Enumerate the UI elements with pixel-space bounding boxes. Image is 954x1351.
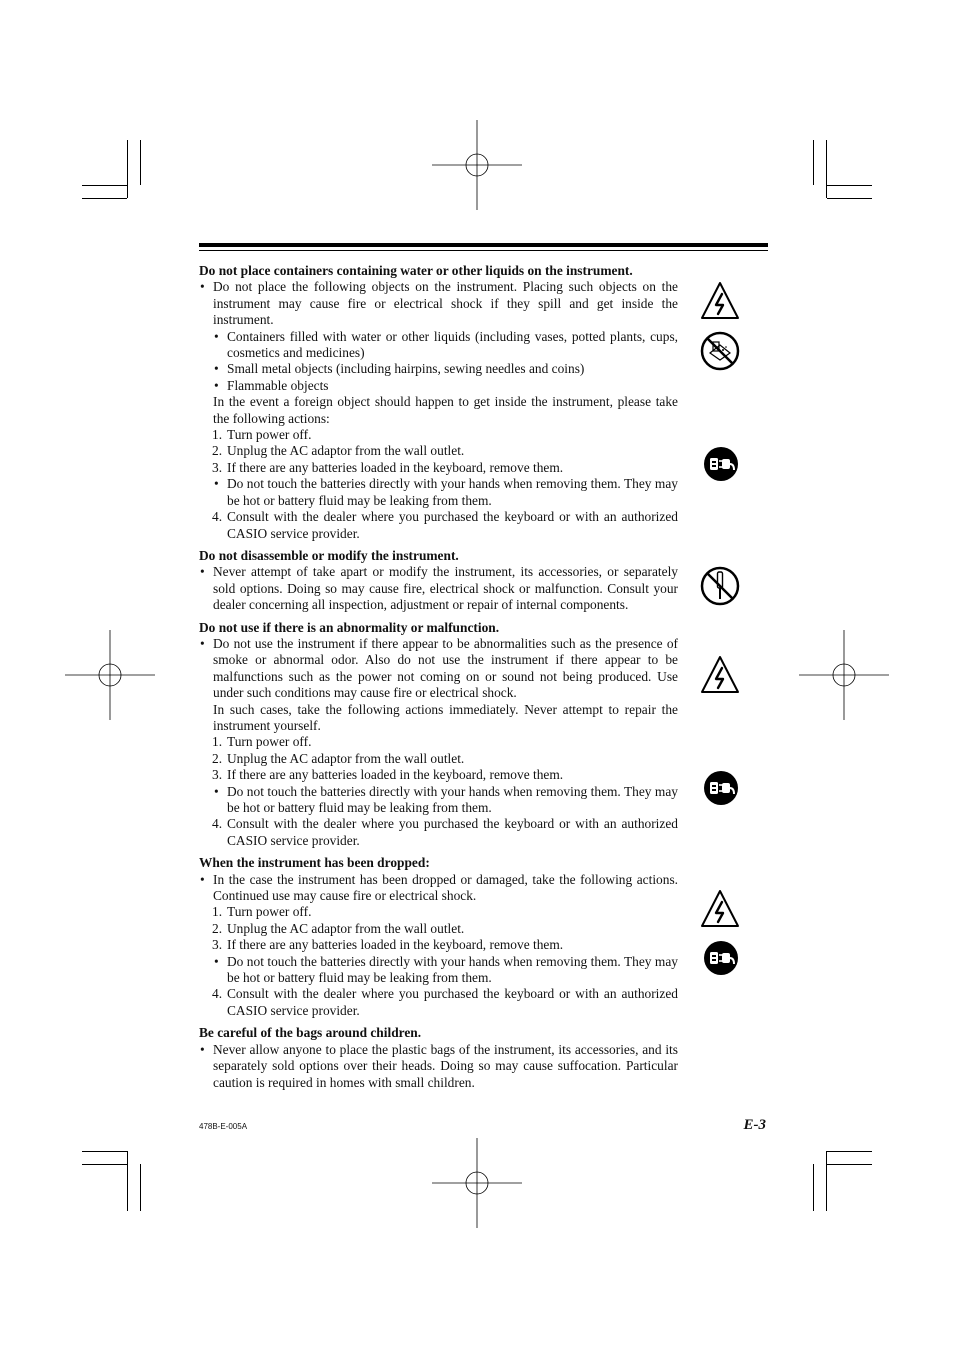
registration-crosshair [799,630,889,720]
section-heading: When the instrument has been dropped: [199,855,430,871]
step-item [199,509,678,542]
step-text: Unplug the AC adaptor from the wall outlet. [227,920,465,936]
step-item [199,734,678,750]
section-heading: Do not place containers containing water or other liquids on the instrument. [199,263,633,278]
page-number: E-3 [743,1117,766,1133]
step-text: If there are any batteries loaded in the keyboard, remove them. [227,767,564,783]
step-text: If there are any batteries loaded in the keyboard, remove them. [227,459,564,475]
crop-mark [813,1164,814,1211]
step-text: Unplug the AC adaptor from the wall outlet. [227,443,465,459]
registration-crosshair [432,1138,522,1228]
crop-mark [827,1164,872,1165]
crop-mark [827,198,872,199]
crop-mark [82,198,127,199]
sub-bullet-item: • Flammable objects [199,378,678,394]
sub-bullet-item: • Do not touch the batteries directly with your hands when removing them. They may be hot or battery fluid may be leaking from them. [199,954,678,987]
sub-bullet-item: • Do not touch the batteries directly with your hands when removing them. They may be hot or battery fluid may be leaking from them. [199,784,678,817]
section-heading: Be careful of the bags around children. [199,1025,422,1041]
step-text: If there are any batteries loaded in the keyboard, remove them. [227,937,564,953]
crop-mark [127,140,128,198]
crop-mark [82,1151,127,1152]
registration-crosshair [65,630,155,720]
step-item [199,904,678,920]
unplug-icon [701,938,741,978]
step-text: Unplug the AC adaptor from the wall outlet. [227,750,465,766]
sub-bullet-item: • Containers filled with water or other liquids (including vases, potted plants, cups, cosmetics and medicines) [199,329,678,362]
step-item [199,751,678,767]
step-number: 1. [212,904,223,920]
step-text: Turn power off. [227,904,312,920]
bullet-item: • Never attempt of take apart or modify the instrument, its accessories, or separately sold options. Doing so may cause fire, electrical shock or malfunction. Consult your dealer concerning all inspection, adjustment or repair of internal components. [199,564,678,613]
step-number: 3. [212,937,223,953]
step-text: Consult with the dealer where you purchased the keyboard or with an authorized CASIO service provider. [227,816,678,848]
registration-crosshair [432,120,522,210]
paragraph: In the event a foreign object should happen to get inside the instrument, please take the following actions: [213,394,678,426]
step-item [199,816,678,849]
safety-precautions [199,263,678,1097]
header-rule-thick [199,243,768,247]
paragraph: In such cases, take the following actions immediately. Never attempt to repair the instrument yourself. [213,701,678,733]
crop-mark [140,140,141,185]
step-item [199,460,678,476]
step-number: 3. [212,459,223,475]
step-text: Turn power off. [227,427,312,443]
step-number: 1. [212,427,223,443]
step-number: 2. [212,920,223,936]
step-number: 3. [212,767,223,783]
crop-mark [140,1164,141,1211]
electric-shock-warning-icon [700,889,740,929]
electric-shock-warning-icon [700,281,740,321]
step-item [199,937,678,953]
crop-mark [82,185,127,186]
document-code: 478B-E-005A [199,1122,248,1131]
crop-mark [813,140,814,185]
unplug-icon [701,768,741,808]
bullet-item: • Never allow anyone to place the plastic bags of the instrument, its accessories, and its separately sold options over their heads. Doing so may cause suffocation. Particular caution is required in homes with small children. [199,1042,678,1091]
sub-bullet-item: • Small metal objects (including hairpins, sewing needles and coins) [199,361,678,377]
section-abnormality [199,620,678,850]
electric-shock-warning-icon [700,655,740,695]
unplug-icon [701,444,741,484]
step-text: Consult with the dealer where you purchased the keyboard or with an authorized CASIO service provider. [227,509,678,541]
step-item [199,767,678,783]
section-no-liquids [199,263,678,542]
step-number: 4. [212,509,223,525]
no-disassembly-icon [700,566,740,606]
crop-mark [827,185,872,186]
section-heading: Do not disassemble or modify the instrument. [199,547,459,563]
crop-mark [826,1151,827,1211]
step-number: 4. [212,816,223,832]
section-dropped [199,855,678,1019]
step-item [199,986,678,1019]
step-number: 4. [212,986,223,1002]
crop-mark [827,1151,872,1152]
step-text: Consult with the dealer where you purchased the keyboard or with an authorized CASIO service provider. [227,986,678,1018]
step-number: 2. [212,443,223,459]
section-heading: Do not use if there is an abnormality or malfunction. [199,619,500,635]
bullet-item: • Do not use the instrument if there appear to be abnormalities such as the presence of smoke or abnormal odor. Also do not use the instrument if there appear to be malfunctions such as the power not coming on or sound not being produced. Use under such conditions may cause fire or electrical shock. [199,636,678,702]
crop-mark [127,1151,128,1211]
step-number: 1. [212,734,223,750]
step-item [199,427,678,443]
bullet-item: • Do not place the following objects on the instrument. Placing such objects on the instrument may cause fire or electrical shock if they spill and get inside the instrument. [199,279,678,328]
step-number: 2. [212,750,223,766]
section-plastic-bags [199,1025,678,1091]
step-item [199,443,678,459]
no-liquids-icon [700,331,740,371]
crop-mark [82,1164,127,1165]
crop-mark [826,140,827,198]
step-text: Turn power off. [227,734,312,750]
header-rule-thin [199,250,768,251]
section-no-disassembly [199,548,678,614]
bullet-item: • In the case the instrument has been dropped or damaged, take the following actions. Continued use may cause fire or electrical shock. [199,872,678,905]
sub-bullet-item: • Do not touch the batteries directly with your hands when removing them. They may be hot or battery fluid may be leaking from them. [199,476,678,509]
step-item [199,921,678,937]
